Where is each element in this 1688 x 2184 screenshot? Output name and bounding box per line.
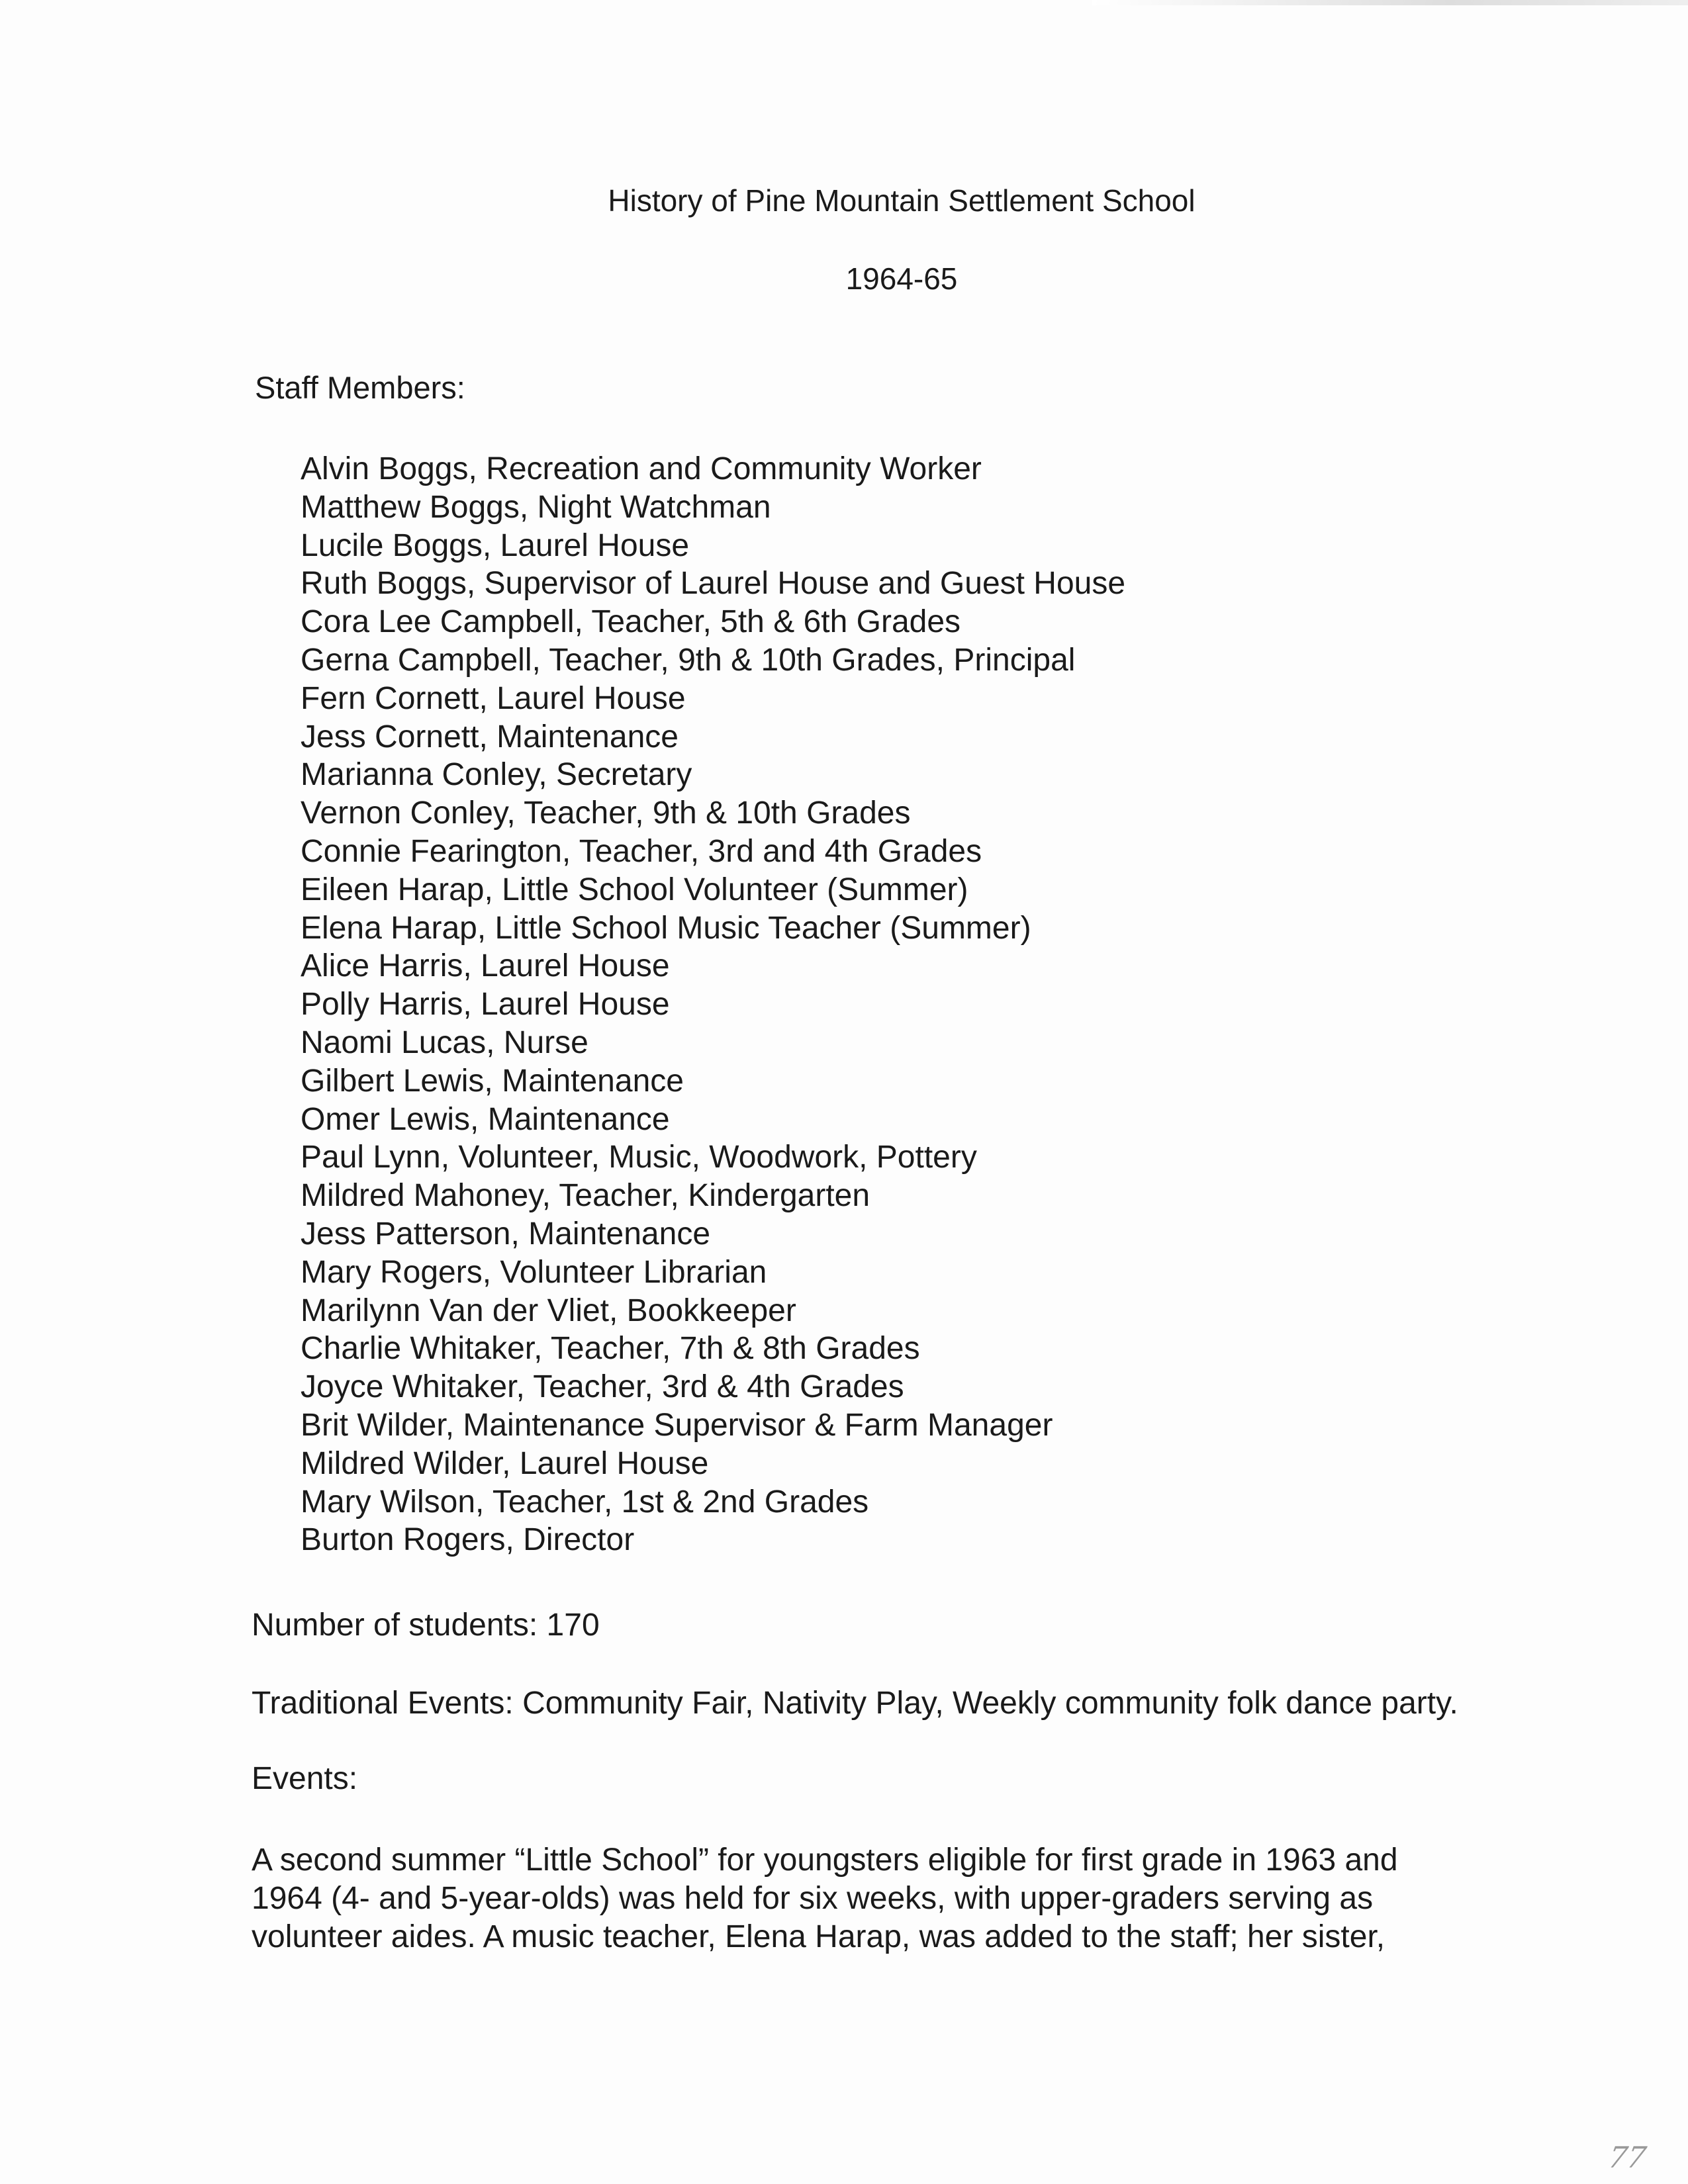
- staff-member: Jess Patterson, Maintenance: [301, 1216, 711, 1251]
- paragraph-line: A second summer “Little School” for youngsters eligible for first grade in 1963 and: [252, 1843, 1398, 1878]
- paragraph-line: 1964 (4- and 5-year-olds) was held for six weeks, with upper-graders serving as: [252, 1881, 1374, 1916]
- staff-member: Marilynn Van der Vliet, Bookkeeper: [301, 1293, 796, 1328]
- document-title: History of Pine Mountain Settlement School: [608, 183, 1196, 218]
- number-of-students: Number of students: 170: [252, 1608, 600, 1643]
- staff-member: Paul Lynn, Volunteer, Music, Woodwork, Pottery: [301, 1140, 977, 1175]
- staff-member: Vernon Conley, Teacher, 9th & 10th Grades: [301, 796, 911, 831]
- staff-member: Jess Cornett, Maintenance: [301, 719, 679, 754]
- document-year: 1964-65: [845, 261, 958, 296]
- staff-member: Eileen Harap, Little School Volunteer (Summer): [301, 872, 968, 907]
- staff-list: [301, 450, 1125, 1559]
- staff-member: Joyce Whitaker, Teacher, 3rd & 4th Grades: [301, 1369, 904, 1405]
- staff-member: Naomi Lucas, Nurse: [301, 1024, 588, 1060]
- staff-members-heading: Staff Members:: [255, 370, 465, 405]
- staff-member: Marianna Conley, Secretary: [301, 757, 692, 793]
- staff-member: Fern Cornett, Laurel House: [301, 680, 686, 716]
- staff-member: Mildred Mahoney, Teacher, Kindergarten: [301, 1178, 870, 1214]
- staff-member: Mary Wilson, Teacher, 1st & 2nd Grades: [301, 1484, 869, 1520]
- staff-member: Polly Harris, Laurel House: [301, 987, 670, 1023]
- staff-member: Alice Harris, Laurel House: [301, 948, 670, 984]
- staff-member: Mildred Wilder, Laurel House: [301, 1445, 709, 1481]
- staff-member: Lucile Boggs, Laurel House: [301, 527, 690, 563]
- staff-member: Gilbert Lewis, Maintenance: [301, 1063, 684, 1099]
- staff-member: Cora Lee Campbell, Teacher, 5th & 6th Grades: [301, 604, 961, 640]
- paragraph-line: volunteer aides. A music teacher, Elena Harap, was added to the staff; her sister,: [252, 1919, 1385, 1954]
- staff-member: Omer Lewis, Maintenance: [301, 1101, 670, 1137]
- staff-member: Connie Fearington, Teacher, 3rd and 4th Grades: [301, 833, 982, 869]
- staff-member: Ruth Boggs, Supervisor of Laurel House and Guest House: [301, 566, 1126, 602]
- staff-member: Brit Wilder, Maintenance Supervisor & Farm Manager: [301, 1407, 1053, 1443]
- staff-member: Mary Rogers, Volunteer Librarian: [301, 1254, 767, 1290]
- events-heading: Events:: [252, 1761, 358, 1796]
- staff-member: Alvin Boggs, Recreation and Community Worker: [301, 451, 982, 486]
- staff-member: Gerna Campbell, Teacher, 9th & 10th Grades, Principal: [301, 642, 1076, 678]
- traditional-events: Traditional Events: Community Fair, Nativity Play, Weekly community folk dance party.: [252, 1686, 1458, 1721]
- scan-edge-shadow: [1092, 0, 1688, 5]
- staff-member: Burton Rogers, Director: [301, 1522, 635, 1558]
- events-paragraph: [252, 1841, 1509, 1956]
- staff-member: Matthew Boggs, Night Watchman: [301, 489, 771, 525]
- staff-member: Elena Harap, Little School Music Teacher (Summer): [301, 910, 1031, 946]
- staff-member: Charlie Whitaker, Teacher, 7th & 8th Grades: [301, 1331, 920, 1367]
- handwritten-page-number: 77: [1605, 2141, 1649, 2175]
